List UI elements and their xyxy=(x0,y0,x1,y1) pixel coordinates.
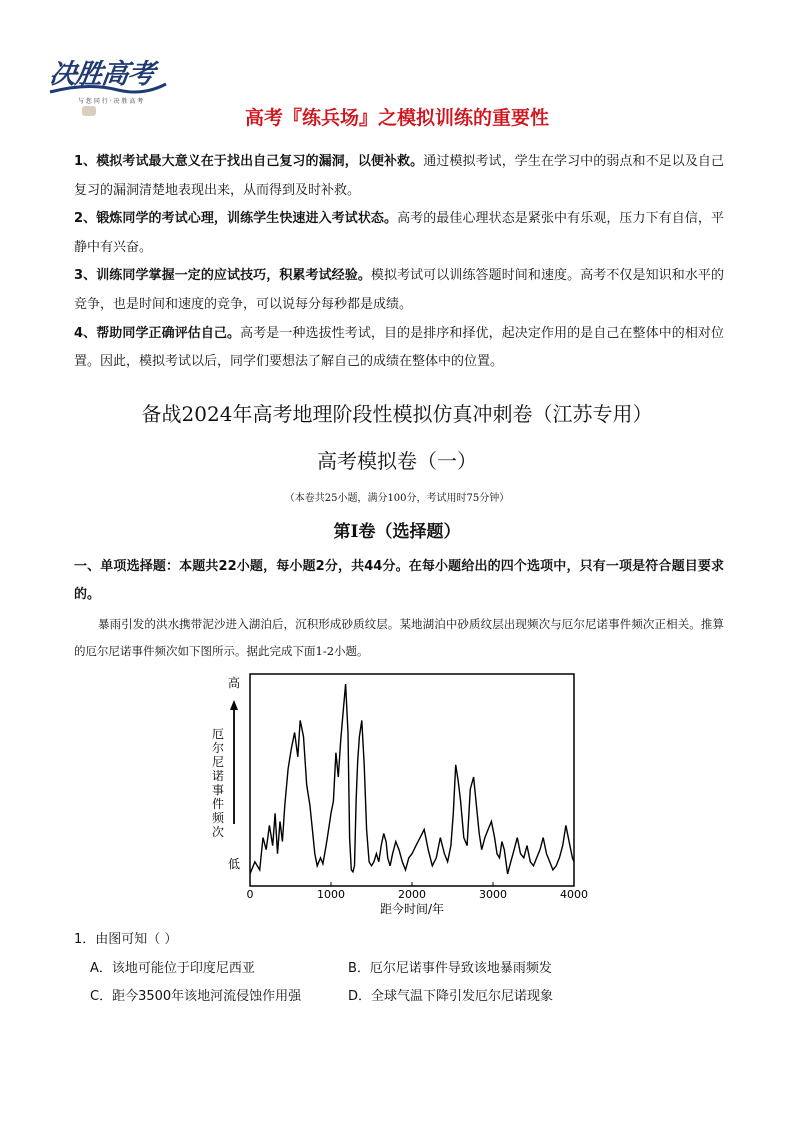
logo-tagline: 与 您 同 行 · 决 胜 高 考 xyxy=(78,98,144,105)
intro-item xyxy=(74,205,724,262)
reading-passage: 暴雨引发的洪水携带泥沙进入湖泊后，沉积形成砂质纹层。某地湖泊中砂质纹层出现频次与厄尔尼诺事件频次正相关。推算的厄尔尼诺事件频次如下图所示。据此完成下面1-2小题。 xyxy=(74,617,724,658)
option-b[interactable]: B．厄尔尼诺事件导致该地暴雨频发 xyxy=(348,961,552,976)
option-d[interactable]: D．全球气温下降引发厄尔尼诺现象 xyxy=(348,989,554,1004)
question-stem: 1．由图可知（ ） xyxy=(74,932,178,947)
option-c[interactable]: C．距今3500年该地河流侵蚀作用强 xyxy=(90,989,302,1004)
intro-item xyxy=(74,148,724,205)
intro-item-lead: 2、锻炼同学的考试心理，训练学生快速进入考试状态。 xyxy=(74,211,398,227)
exam-subtitle: 高考模拟卷（一） xyxy=(317,449,477,473)
intro-item-body: 高考的最佳心理状态是紧张中有乐观，压力下有自信，平静中有兴奋。 xyxy=(74,211,724,255)
el-nino-frequency-chart xyxy=(196,668,592,924)
intro-item xyxy=(74,320,724,377)
x-tick-label: 4000 xyxy=(560,888,588,901)
x-tick-label: 1000 xyxy=(317,888,345,901)
option-a[interactable]: A．该地可能位于印度尼西亚 xyxy=(90,961,255,976)
intro-item-body: 模拟考试可以训练答题时间和速度。高考不仅是知识和水平的竞争，也是时间和速度的竞争，可以说每分每秒都是成绩。 xyxy=(74,268,724,312)
intro-item-lead: 3、训练同学掌握一定的应试技巧，积累考试经验。 xyxy=(74,268,371,284)
intro-section xyxy=(74,148,724,377)
intro-item-body: 高考是一种选拔性考试，目的是排序和择优，起决定作用的是自己在整体中的相对位置。因此，模拟考试以后，同学们要想法了解自己的成绩在整体中的位置。 xyxy=(74,325,724,370)
section-instructions: 一、单项选择题：本题共22小题，每小题2分，共44分。在每小题给出的四个选项中，只有一项是符合题目要求的。 xyxy=(74,559,724,602)
y-low-label: 低 xyxy=(227,857,241,871)
y-axis-label: 厄尔尼诺事件频次 xyxy=(211,727,225,839)
series-line xyxy=(250,684,574,874)
x-tick-label: 3000 xyxy=(479,888,507,901)
arrow-up-icon xyxy=(230,700,238,710)
intro-item xyxy=(74,262,724,319)
exam-note: （本卷共25小题，满分100分，考试用时75分钟） xyxy=(284,493,510,504)
intro-item-body: 通过模拟考试，学生在学习中的弱点和不足以及自己复习的漏洞清楚地表现出来，从而得到及时补救。 xyxy=(74,154,724,198)
exam-title: 备战2024年高考地理阶段性模拟仿真冲刺卷（江苏专用） xyxy=(141,402,653,426)
intro-item-lead: 4、帮助同学正确评估自己。 xyxy=(74,325,241,341)
intro-item-lead: 1、模拟考试最大意义在于找出自己复习的漏洞，以便补救。 xyxy=(74,154,424,169)
x-tick-label: 2000 xyxy=(398,888,426,901)
logo-wordmark: 决胜高考 xyxy=(47,59,156,90)
page-title: 高考『练兵场』之模拟训练的重要性 xyxy=(244,107,549,129)
x-tick-label: 0 xyxy=(246,888,254,901)
x-tick-group xyxy=(247,882,589,901)
y-high-label: 高 xyxy=(227,676,241,690)
x-axis-label: 距今时间/年 xyxy=(379,902,445,916)
section-title: 第I卷（选择题） xyxy=(333,522,461,542)
